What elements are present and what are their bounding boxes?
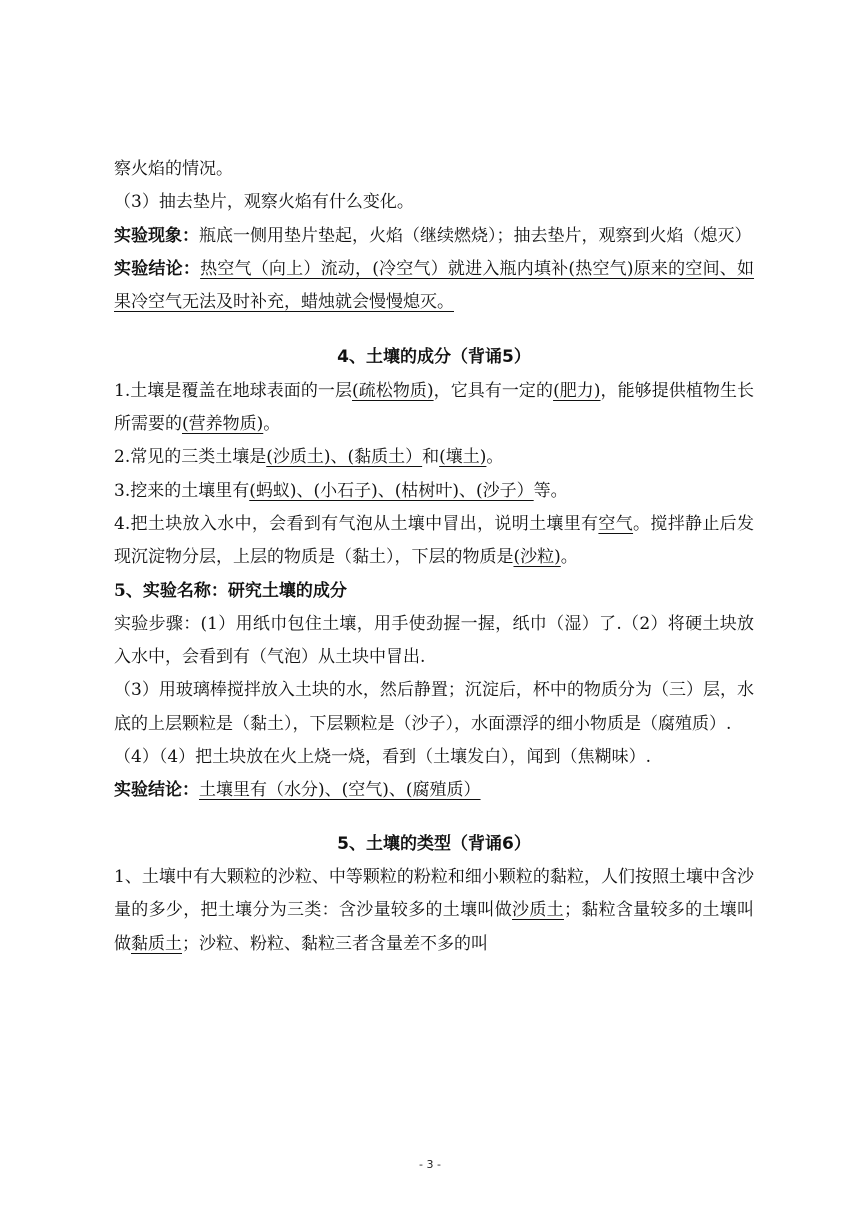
paragraph [114,441,754,474]
document-page [114,153,754,961]
conclusion-label: 实验结论： [114,780,199,801]
paragraph: 察火焰的情况。 [114,159,233,179]
text: ；沙粒、粉粒、黏粒三者含量差不多的叫 [182,933,488,954]
text: 1、土壤中有大颗粒的沙粒、中等颗粒的粉粒和细小颗粒的黏粒，人们按照土壤中含沙量的多少，把土壤分为三类：含沙量较多的土壤叫做 [114,866,754,921]
experiment-conclusion [114,774,754,807]
text: 2.常见的三类土壤是 [114,447,267,468]
answer: 沙质土 [512,900,564,921]
text: 4.把土块放入水中，会看到有气泡从土壤中冒出，说明土壤里有 [114,513,599,534]
conclusion-text: 土壤里有（水分)、(空气)、(腐殖质） [199,780,481,801]
paragraph [114,475,754,508]
text: 。 [263,414,281,435]
section-title: 4、土壤的成分（背诵5） [337,347,531,368]
answer: 空气 [598,513,634,534]
answer: (肥力) [553,380,601,401]
text: ，它具有一定的 [433,380,554,401]
paragraph: 实验步骤：(1）用纸巾包住土壤，用手使劲握一握，纸巾（湿）了.（2）将硬土块放入水中，会看到有（气泡）从土块中冒出. [114,613,754,668]
text: 等。 [533,480,568,501]
experiment-phenomenon [114,220,754,253]
phenomenon-text: 瓶底一侧用垫片垫起，火焰（继续燃烧）；抽去垫片，观察到火焰（熄灭） [199,225,752,246]
text: 和 [422,447,440,468]
answer: (沙质土)、(黏质土） [266,447,423,468]
paragraph [114,861,754,961]
paragraph: （3）抽去垫片，观察火焰有什么变化。 [114,192,414,213]
conclusion-label: 实验结论： [114,258,201,279]
answer: (沙粒) [513,547,561,568]
text: ，能够提供植物生长所需要的 [114,380,755,435]
answer: (蚂蚁)、(小石子)、(枯树叶)、(沙子） [249,480,534,501]
paragraph [114,508,754,575]
paragraph: （4）（4）把土块放在火上烧一烧，看到（土壤发白），闻到（焦糊味）. [114,747,652,768]
answer: 黏质土 [131,933,182,954]
conclusion-text: 热空气（向上）流动，(冷空气）就进入瓶内填补(热空气)原来的空间、如果冷空气无法及时补充，蜡烛就会慢慢熄灭。 [114,258,755,313]
text: 。 [560,547,578,568]
page-number: - 3 - [419,1158,441,1171]
text: ；黏粒含量较多的土壤叫做 [114,900,755,954]
experiment-title: 5、实验名称：研究土壤的成分 [114,580,347,601]
section-title: 5、土壤的类型（背诵6） [337,833,531,854]
paragraph [114,375,754,442]
answer: (营养物质) [182,414,264,435]
text: 1.土壤是覆盖在地球表面的一层 [114,380,353,401]
answer: (疏松物质) [352,380,434,401]
paragraph: （3）用玻璃棒搅拌放入土块的水，然后静置；沉淀后，杯中的物质分为（三）层，水底的上层颗粒是（黏土），下层颗粒是（沙子），水面漂浮的细小物质是（腐殖质）. [114,680,754,734]
phenomenon-label: 实验现象： [114,225,199,246]
text: 3.挖来的土壤里有 [114,480,250,501]
experiment-conclusion [114,253,754,320]
text: 。 [486,447,504,468]
text: 。搅拌静止后发现沉淀物分层，上层的物质是（黏土），下层的物质是 [114,513,755,568]
answer: (壤土) [439,447,487,468]
